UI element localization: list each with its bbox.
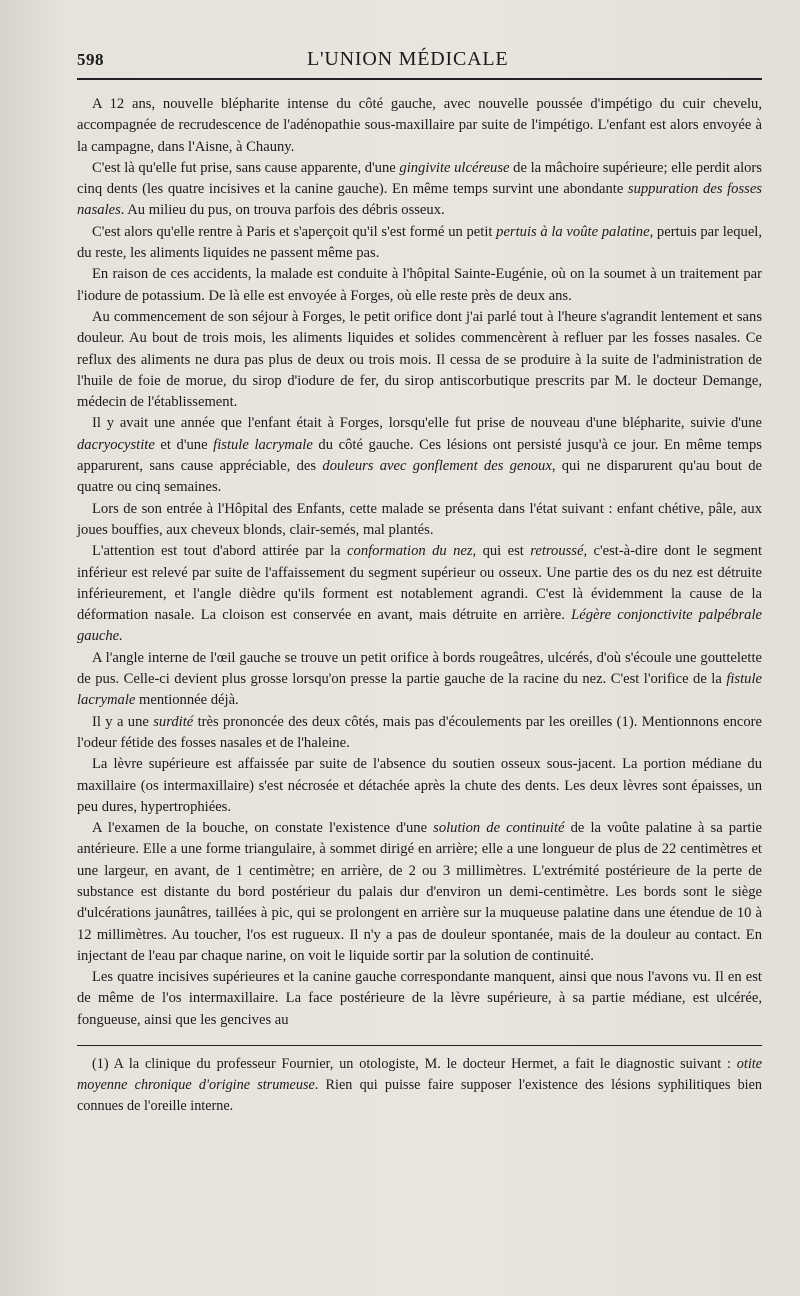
page-number: 598 [77, 50, 104, 69]
italic-term: surdité [153, 713, 194, 730]
italic-term: retroussé [530, 543, 584, 560]
text-run: (1) A la clinique du professeur Fournier, un otologiste, M. le docteur Hermet, a fait le diagnostic suivant : [92, 1056, 737, 1073]
paragraph [77, 818, 762, 967]
text-run: La lèvre supérieure est affaissée par suite de l'absence du soutien osseux sous-jacent. La portion médiane du maxillaire (os intermaxillaire) s'est nécrosée et détachée après la chute des dents. Les deux lèvres sont épaisses, un peu dures, hypertrophiées. [77, 756, 762, 815]
text-run: mentionnée déjà. [135, 692, 239, 709]
footnote [77, 1054, 762, 1117]
text-run: L'attention est tout d'abord attirée par la [92, 543, 348, 560]
paragraph [77, 222, 762, 265]
italic-term: dacryocystite [77, 436, 155, 453]
italic-term: gingivite ulcéreuse [399, 159, 510, 176]
text-run: Au commencement de son séjour à Forges, le petit orifice dont j'ai parlé tout à l'heure s'agrandit lentement et sans douleur. Au bout de trois mois, les aliments liquides et solides commencèrent à refluer par les fosses nasales. Ce reflux des aliments ne dura pas plus de deux ou trois mois. Il cessa de se produire à la suite de l'administration de l'huile de foie de morue, du sirop d'iodure de fer, du sirop antiscorbutique prescrits par M. le docteur Demange, médecin de l'établissement. [77, 308, 762, 411]
text-run: C'est là qu'elle fut prise, sans cause apparente, d'une [92, 159, 400, 176]
text-run: , qui est [472, 543, 531, 560]
text-run: Il y a une [92, 713, 154, 730]
text-run: et d'une [154, 436, 214, 453]
paragraph [77, 413, 762, 498]
body-text [77, 94, 762, 1031]
paragraph [77, 712, 762, 755]
italic-term: fistule lacrymale [213, 436, 313, 453]
text-run: C'est alors qu'elle rentre à Paris et s'aperçoit qu'il s'est formé un petit [92, 223, 497, 240]
text-run: de la voûte palatine à sa partie antérieure. Elle a une forme triangulaire, à sommet dirigé en arrière; elle a une longueur de plus de 22 centimètres et une largeur, en avant, de 1 centimètre; en arrière, de 2 ou 3 millimètres. L'extrémité postérieure de la perte de substance est distante du bord postérieur du palais dur d'environ un demi-centimètre. Les bords sont le siège d'ulcérations jaunâtres, taillées à pic, qui se prolongent en arrière sur la muqueuse palatine dans une étendue de 10 à 12 millimètres. Au toucher, l'os est rugueux. Il n'y a pas de douleur spontanée, mais de la douleur au contact. En injectant de l'eau par chaque narine, on voit le liquide sortir par la solution de continuité. [77, 820, 762, 964]
paragraph [77, 541, 762, 647]
text-run: , qui ne disparurent qu'au bout de quatre ou cinq semaines. [77, 458, 762, 496]
paragraph [77, 754, 762, 818]
text-run: de la mâchoire supérieure; elle perdit alors cinq dents (les quatre incisives et la canine gauche). En même temps survint une abondante [77, 159, 762, 198]
paragraph [77, 307, 762, 413]
italic-term: solution de continuité [433, 820, 565, 837]
italic-term: suppuration des fosses nasales [77, 181, 762, 219]
italic-term: Légère conjonctivite palpébrale gauche. [77, 607, 762, 645]
text-run: A l'examen de la bouche, on constate l'existence d'une [92, 820, 434, 837]
text-run: , pertuis par lequel, du reste, les aliments liquides ne passent même pas. [77, 223, 762, 262]
text-run: Lors de son entrée à l'Hôpital des Enfants, cette malade se présenta dans l'état suivant : enfant chétive, pâle, aux joues bouffies, aux cheveux blonds, clair-semés, mal plantés. [77, 500, 762, 538]
paragraph [77, 967, 762, 1031]
italic-term: fistule lacrymale [77, 671, 762, 709]
italic-term: conformation du nez [347, 543, 473, 560]
running-title: L'UNION MÉDICALE [307, 48, 509, 70]
page-header [77, 44, 762, 80]
footnote-paragraph [77, 1054, 762, 1117]
paragraph [77, 158, 762, 222]
italic-term: douleurs avec gonflement des genoux [322, 458, 552, 475]
text-run: A l'angle interne de l'œil gauche se trouve un petit orifice à bords rougeâtres, ulcérés, d'où s'écoule une gouttelette de pus. Celle-ci devient plus grosse lorsqu'on presse la partie gauche de la racine du nez. C'est l'orifice de la [77, 649, 762, 688]
text-run: . Au milieu du pus, on trouva parfois des débris osseux. [120, 202, 445, 219]
italic-term: otite moyenne chronique d'origine strumeuse [77, 1056, 762, 1094]
paragraph [77, 264, 762, 307]
text-run: très prononcée des deux côtés, mais pas d'écoulements par les oreilles (1). Mentionnons encore l'odeur fétide des fosses nasales et de l'haleine. [77, 713, 762, 751]
text-run: du côté gauche. Ces lésions ont persisté jusqu'à ce jour. En même temps apparurent, sans cause appréciable, des [77, 436, 762, 475]
italic-term: pertuis à la voûte palatine [496, 223, 650, 240]
text-run: , c'est-à-dire dont le segment inférieur est relevé par suite de l'affaissement du segment supérieur ou osseux. Une partie des os du nez est détruite inférieurement, et l'angle dièdre qu'ils forment est notablement agrandi. C'est là évidemment la cause de la déformation nasale. La cloison est conservée en avant, mais détruite en arrière. [77, 543, 762, 624]
text-run: . Rien qui puisse faire supposer l'existence des lésions syphilitiques bien connues de l'oreille interne. [77, 1077, 762, 1115]
text-run: Les quatre incisives supérieures et la canine gauche correspondante manquent, ainsi que nous l'avons vu. Il en est de même de l'os intermaxillaire. La face postérieure de la lèvre supérieure, à sa partie médiane, est ulcérée, fongueuse, ainsi que les gencives au [77, 969, 762, 1028]
footnote-divider [77, 1045, 762, 1046]
text-run: Il y avait une année que l'enfant était à Forges, lorsqu'elle fut prise de nouveau d'une blépharite, suivie d'une [92, 415, 762, 432]
text-run: En raison de ces accidents, la malade est conduite à l'hôpital Sainte-Eugénie, où on la soumet à un traitement par l'iodure de potassium. De là elle est envoyée à Forges, où elle reste près de deux ans. [77, 266, 762, 304]
paragraph [77, 648, 762, 712]
text-run: A 12 ans, nouvelle blépharite intense du côté gauche, avec nouvelle poussée d'impétigo du cuir chevelu, accompagnée de recrudescence de l'adénopathie sous-maxillaire par suite de l'impétigo. L'enfant est alors envoyée à la campagne, dans l'Aisne, à Chauny. [77, 96, 762, 155]
paragraph [77, 499, 762, 542]
paragraph [77, 94, 762, 158]
